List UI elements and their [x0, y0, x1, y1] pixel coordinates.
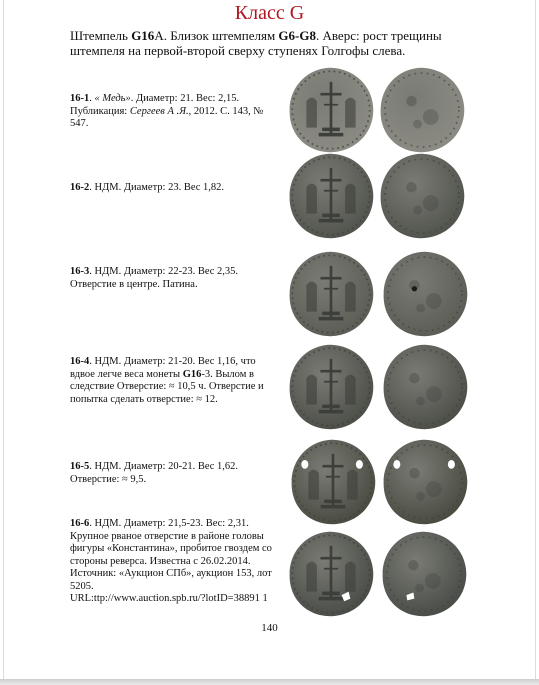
metal-label: « Медь»	[94, 93, 131, 104]
entry-number: 16-6	[70, 518, 90, 529]
entry-number: 16-4	[70, 356, 90, 367]
entry-text: , 2012. С. 143, № 547.	[70, 105, 264, 129]
coin-reverse-16-6	[380, 530, 468, 618]
coin-entry-16-3	[70, 266, 280, 291]
author-name: Сергеев А .Я.	[129, 105, 189, 117]
entry-number: 16-5	[70, 461, 90, 472]
coin-obverse-16-5	[289, 438, 377, 526]
die-description	[70, 28, 475, 58]
entry-number: 16-3	[70, 266, 90, 277]
coin-entry-16-4	[70, 356, 280, 406]
entry-text: . Диаметр: 21. Вес: 2,15. Публикация:	[70, 93, 240, 117]
source-url: URL:ttp://www.auction.spb.ru/?lotID=38891 1	[70, 593, 268, 604]
entry-text: . НДМ. Диаметр: 23. Вес 1,82.	[89, 182, 225, 193]
similar-dies: G6-G8	[278, 28, 316, 43]
page-frame-bottom	[0, 679, 539, 685]
coin-reverse-16-2	[378, 152, 466, 240]
entry-number: 16-2	[70, 182, 90, 193]
die-text-1: А. Близок штемпелям	[154, 28, 279, 43]
coin-entry-16-5	[70, 461, 280, 486]
page-number: 140	[261, 622, 278, 634]
entry-number: 16-1	[70, 93, 90, 104]
page-frame-right	[535, 0, 536, 685]
coin-reverse-16-4	[381, 343, 469, 431]
page-title: Класс G	[234, 2, 305, 24]
die-code: G16	[131, 28, 155, 43]
coin-reverse-16-3	[381, 250, 469, 338]
die-prefix: Штемпель	[70, 28, 132, 43]
coin-entry-16-1	[70, 93, 280, 131]
coin-obverse-16-1	[287, 66, 375, 154]
coin-entry-16-6	[70, 518, 280, 606]
coin-obverse-16-4	[287, 343, 375, 431]
coin-ref: G16	[182, 368, 202, 380]
entry-text: . НДМ. Диаметр: 21-20. Вес 1,16, что вдвое легче веса монеты	[70, 356, 256, 380]
coin-obverse-16-2	[287, 152, 375, 240]
entry-text: . НДМ. Диаметр: 21,5-23. Вес: 2,31. Крупное рваное отверстие в районе головы фигуры «Константина», пробитое гвоздем со стороны реверса. Известна с 26.02.2014. Источник: «Аукцион СПб», аукцион 153, лот 5205.	[70, 518, 272, 592]
entry-text: -3. Вылом в следствие Отверстие: ≈ 10,5 ч. Отверстие и попытка сделать отверстие: ≈ 12.	[70, 368, 264, 405]
entry-text: . НДМ. Диаметр: 20-21. Вес 1,62. Отверстие: ≈ 9,5.	[70, 461, 239, 485]
die-text-2: . Аверс: рост трещины штемпеля на первой-второй сверху ступенях Голгофы слева.	[70, 28, 442, 58]
entry-text: . НДМ. Диаметр: 22-23. Вес 2,35. Отверстие в центре. Патина.	[70, 266, 239, 290]
coin-obverse-16-6	[287, 530, 375, 618]
page-frame-left	[3, 0, 4, 685]
coin-obverse-16-3	[287, 250, 375, 338]
entry-text: .	[89, 93, 95, 104]
coin-reverse-16-5	[381, 438, 469, 526]
coin-reverse-16-1	[378, 66, 466, 154]
coin-entry-16-2	[70, 182, 280, 195]
